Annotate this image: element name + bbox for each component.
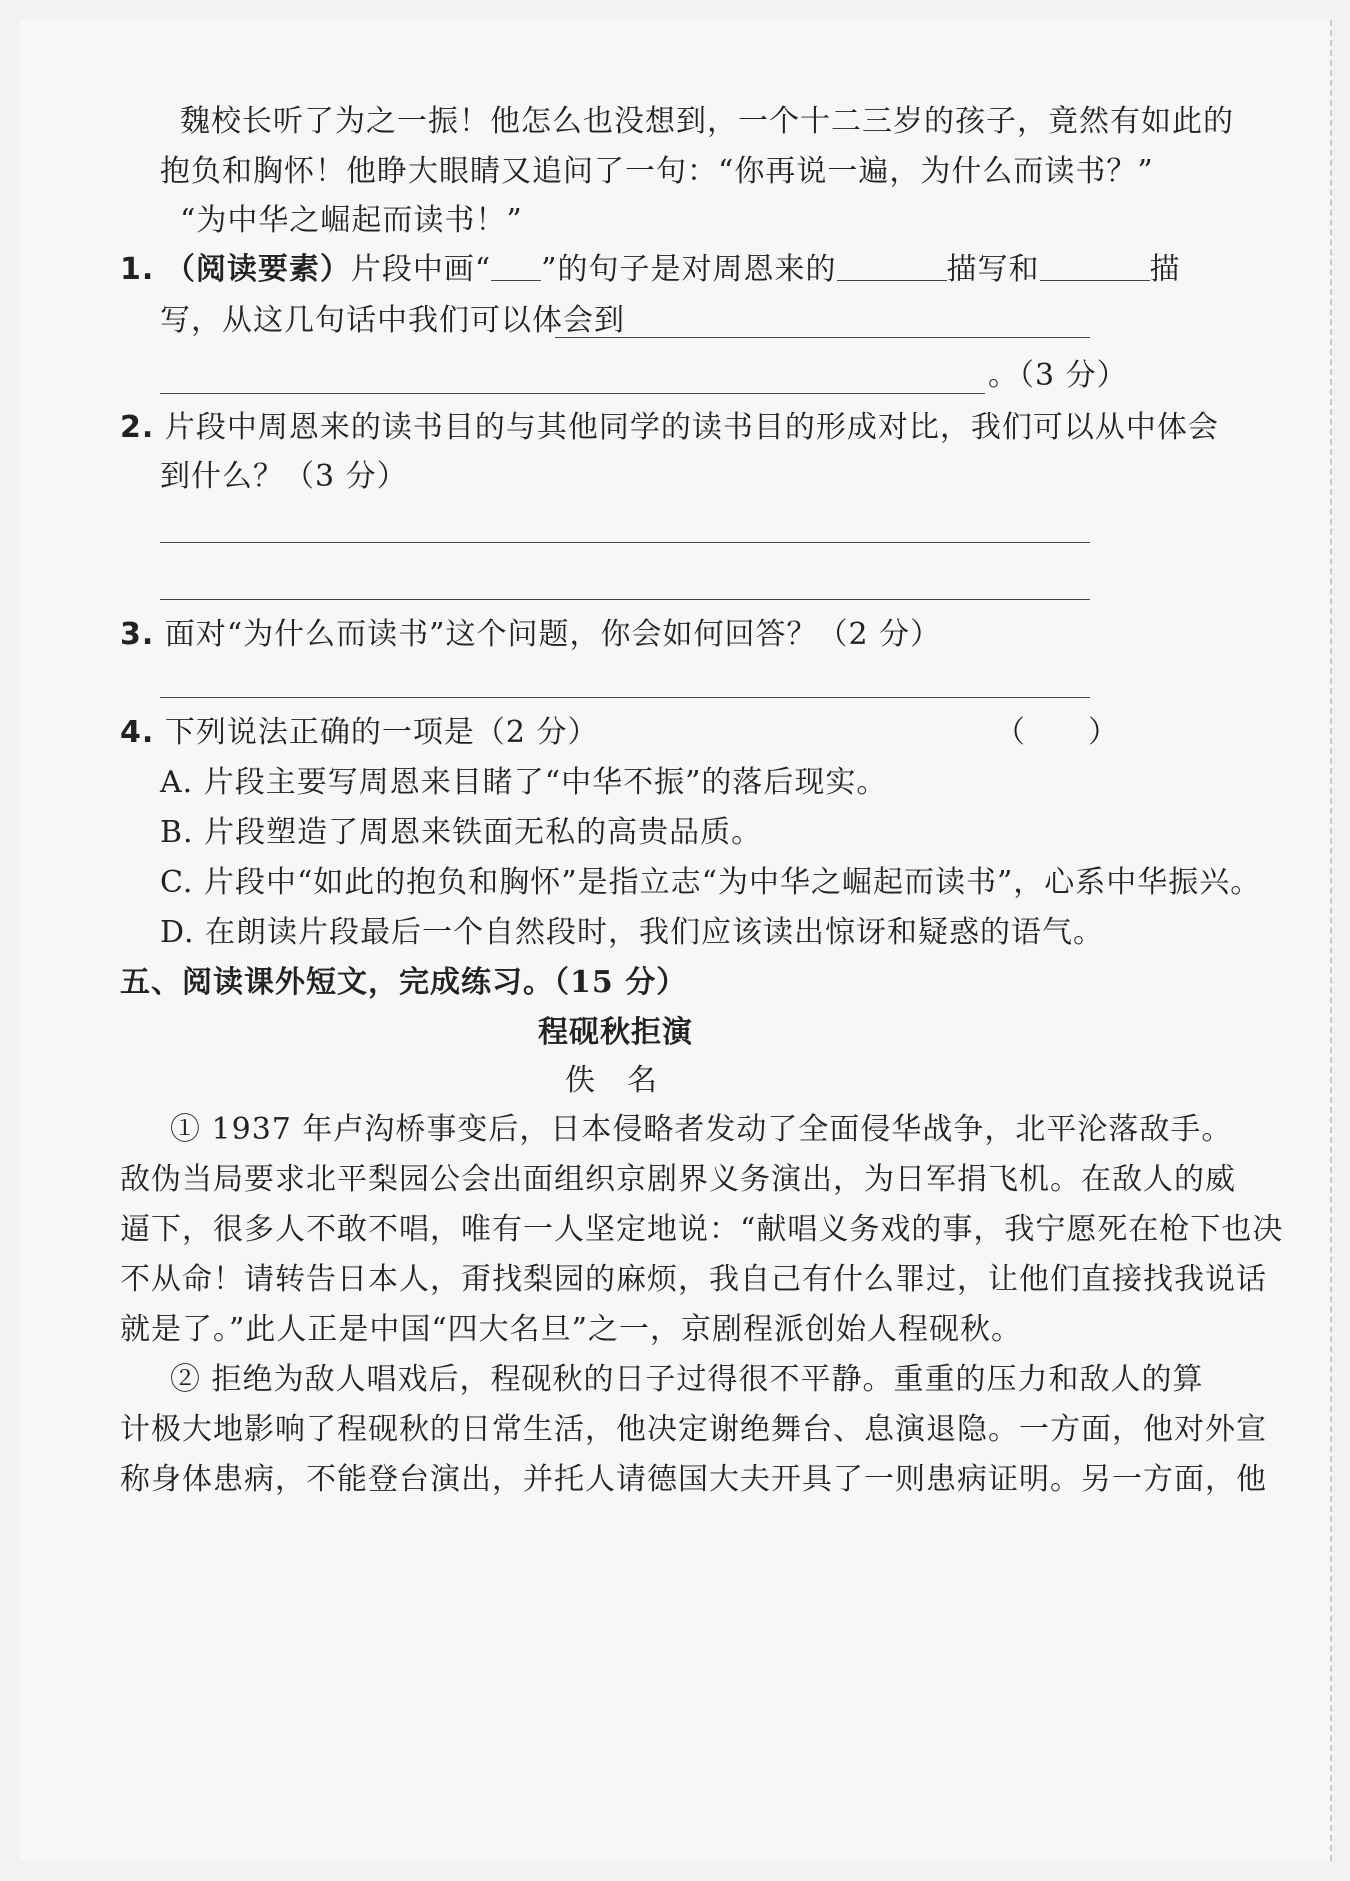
question-text: 面对“为什么而读书”这个问题，你会如何回答？（2 分） [164,617,942,652]
option-d: D. 在朗读片段最后一个自然段时，我们应该读出惊讶和疑惑的语气。 [160,915,1105,950]
question-text: 片段中画“ [350,252,492,287]
section-heading: 五、阅读课外短文，完成练习。（15 分） [120,965,688,1000]
paragraph-line: ① 1937 年卢沟桥事变后，日本侵略者发动了全面侵华战争，北平沦落敌手。 [170,1112,1233,1147]
question-tag: （阅读要素） [164,252,351,287]
passage-line: “为中华之崛起而读书！” [180,203,523,238]
question-1 [120,250,1181,290]
paragraph-line: 计极大地影响了程砚秋的日常生活，他决定谢绝舞台、息演退隐。一方面，他对外宣 [120,1412,1267,1447]
paragraph-line: 就是了。”此人正是中国“四大名旦”之一，京剧程派创始人程砚秋。 [120,1312,1023,1347]
question-number: 4. [120,715,155,750]
exam-page [20,20,1332,1861]
answer-line[interactable] [160,697,1090,698]
question-3 [120,615,941,655]
paragraph-line: 敌伪当局要求北平梨园公会出面组织京剧界义务演出，为日军捐飞机。在敌人的威 [120,1162,1236,1197]
question-line: 到什么？（3 分） [160,459,408,494]
article-title: 程砚秋拒演 [538,1015,693,1050]
question-4 [120,713,598,753]
question-text: 下列说法正确的一项是（2 分） [164,715,599,750]
answer-line[interactable] [160,599,1090,600]
paragraph-line: ② 拒绝为敌人唱戏后，程砚秋的日子过得很不平静。重重的压力和敌人的算 [170,1362,1204,1397]
answer-line[interactable] [160,542,1090,543]
question-2 [120,408,1219,448]
option-c: C. 片段中“如此的抱负和胸怀”是指立志“为中华之崛起而读书”，心系中华振兴。 [160,865,1262,900]
option-a: A. 片段主要写周恩来目睹了“中华不振”的落后现实。 [160,765,888,800]
question-number: 3. [120,617,155,652]
paragraph-line: 逼下，很多人不敢不唱，唯有一人坚定地说：“献唱义务戏的事，我宁愿死在枪下也决 [120,1212,1284,1247]
question-text: ”的句子是对周恩来的 [541,252,837,287]
article-author: 佚 名 [565,1063,658,1098]
underline-sample [491,252,541,281]
passage-line: 魏校长听了为之一振！他怎么也没想到，一个十二三岁的孩子，竟然有如此的 [180,104,1234,139]
answer-blank[interactable] [837,252,947,281]
answer-bracket[interactable]: （ ） [995,715,1119,750]
paragraph-line: 称身体患病，不能登台演出，并托人请德国大夫开具了一则患病证明。另一方面，他 [120,1462,1267,1497]
question-text: 描写和 [946,252,1040,287]
question-number: 2. [120,410,155,445]
question-line: 写，从这几句话中我们可以体会到 [160,303,625,338]
option-b: B. 片段塑造了周恩来铁面无私的高贵品质。 [160,815,763,850]
question-text: 片段中周恩来的读书目的与其他同学的读书目的形成对比，我们可以从中体会 [164,410,1219,445]
paragraph-line: 不从命！请转告日本人，甭找梨园的麻烦，我自己有什么罪过，让他们直接找我说话 [120,1262,1267,1297]
answer-line[interactable] [555,337,1090,338]
answer-blank[interactable] [1040,252,1150,281]
question-score: 。（3 分） [988,358,1128,393]
answer-line[interactable] [160,393,985,394]
passage-line: 抱负和胸怀！他睁大眼睛又追问了一句：“你再说一遍，为什么而读书？” [160,154,1154,189]
question-text: 描 [1149,252,1181,287]
question-number: 1. [120,252,155,287]
